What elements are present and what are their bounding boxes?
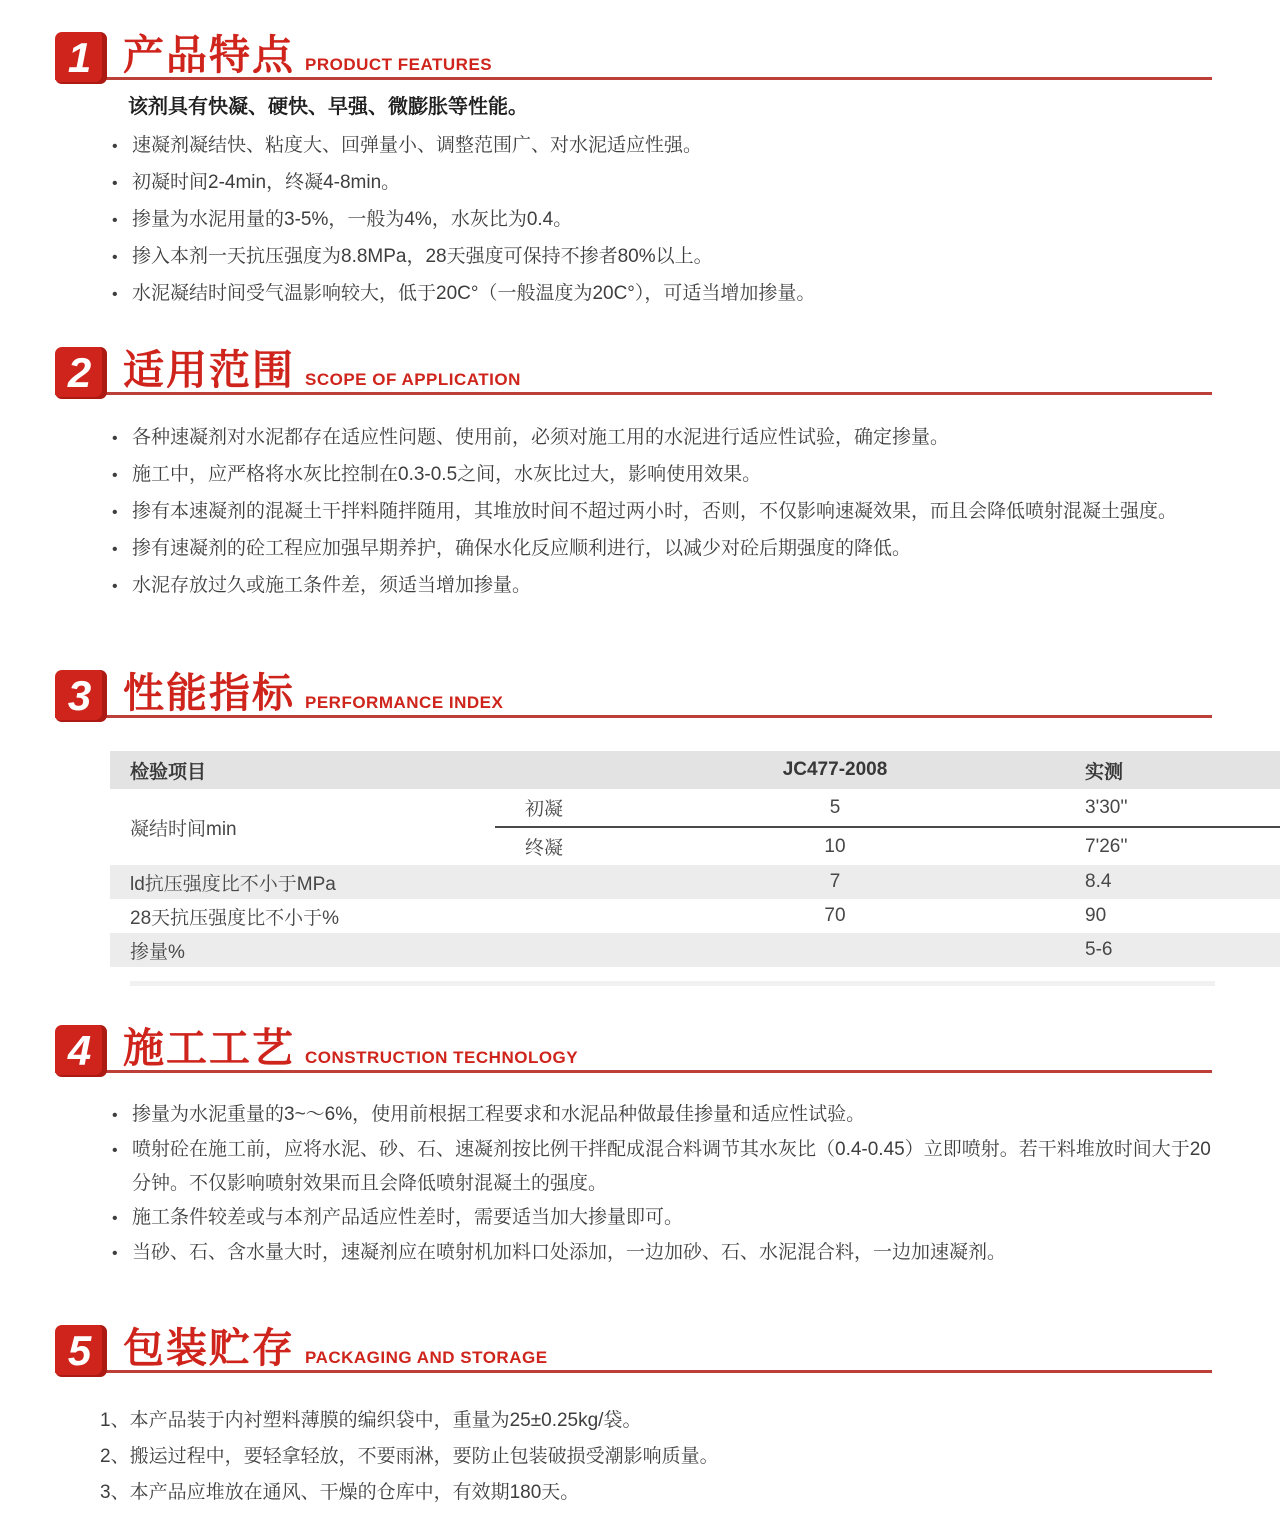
list-item: 2、搬运过程中，要轻拿轻放，不要雨淋，要防止包装破损受潮影响质量。 xyxy=(100,1446,719,1467)
section-number-badge: 2 xyxy=(55,347,107,399)
section-construction-technology xyxy=(0,1018,1280,1271)
section-header xyxy=(55,1318,1212,1373)
list-item: • 掺有速凝剂的砼工程应加强早期养护，确保水化反应顺利进行，以减少对砼后期强度的降低。 xyxy=(112,531,1216,568)
section-scope-of-application xyxy=(0,340,1280,605)
table-cell: 初凝 xyxy=(495,789,690,827)
table-cell: 终凝 xyxy=(495,827,690,865)
table-bottom-divider xyxy=(130,981,1215,986)
bullet-dot-icon xyxy=(112,239,132,276)
performance-table xyxy=(110,751,1280,967)
table-header-cell xyxy=(495,751,690,789)
list-item: • 掺有本速凝剂的混凝土干拌料随拌随用，其堆放时间不超过两小时，否则，不仅影响速凝效果，而且会降低喷射混凝土强度。 xyxy=(112,494,1216,531)
bullet-dot-icon xyxy=(112,494,132,531)
bullet-dot-icon xyxy=(112,1098,132,1133)
bullet-dot-icon xyxy=(112,276,132,313)
list-item: • 水泥凝结时间受气温影响较大，低于20C°（一般温度为20C°），可适当增加掺量。 xyxy=(112,276,1216,313)
bullet-list xyxy=(112,128,1216,313)
section-title-zh: 包装贮存 xyxy=(123,1325,295,1371)
bullet-dot-icon xyxy=(112,165,132,202)
table-row xyxy=(110,865,1280,899)
table-cell: 3'30'' xyxy=(980,789,1280,827)
table-row xyxy=(110,899,1280,933)
bullet-dot-icon xyxy=(112,420,132,457)
section-number-badge: 1 xyxy=(55,32,107,84)
list-item: • 掺量为水泥重量的3~～6%，使用前根据工程要求和水泥品种做最佳掺量和适应性试验。 xyxy=(112,1098,1216,1133)
list-item: • 掺入本剂一天抗压强度为8.8MPa，28天强度可保持不掺者80%以上。 xyxy=(112,239,1216,276)
list-item: • 掺量为水泥用量的3-5%，一般为4%，水灰比为0.4。 xyxy=(112,202,1216,239)
section-number-badge: 5 xyxy=(55,1325,107,1377)
table-cell: 10 xyxy=(690,827,980,865)
table-row xyxy=(110,933,1280,967)
section-title-zh: 适用范围 xyxy=(123,347,295,393)
table-header-cell: JC477-2008 xyxy=(690,751,980,789)
table-cell: 90 xyxy=(980,899,1280,933)
section-number-badge: 3 xyxy=(55,670,107,722)
section-product-features xyxy=(0,25,1280,313)
list-item: • 水泥存放过久或施工条件差，须适当增加掺量。 xyxy=(112,568,1216,605)
table-cell: 7'26'' xyxy=(980,827,1280,865)
table-cell: 5 xyxy=(690,789,980,827)
section-header xyxy=(55,25,1212,80)
table-cell: 8.4 xyxy=(980,865,1280,899)
table-cell: 5-6 xyxy=(980,933,1280,967)
table-header-cell: 实测 xyxy=(980,751,1280,789)
bullet-dot-icon xyxy=(112,531,132,568)
bullet-dot-icon xyxy=(112,1133,132,1201)
bullet-dot-icon xyxy=(112,128,132,165)
section-header xyxy=(55,1018,1212,1073)
bullet-dot-icon xyxy=(112,202,132,239)
section-title-en: PRODUCT FEATURES xyxy=(305,55,493,74)
section-packaging-storage xyxy=(0,1318,1280,1511)
table-cell: 70 xyxy=(690,899,980,933)
section-header xyxy=(55,663,1212,718)
list-item: • 各种速凝剂对水泥都存在适应性问题、使用前，必须对施工用的水泥进行适应性试验，确定掺量。 xyxy=(112,420,1216,457)
bullet-list xyxy=(112,420,1216,605)
section-title-en: SCOPE OF APPLICATION xyxy=(305,370,521,389)
table-cell: 7 xyxy=(690,865,980,899)
bullet-list xyxy=(112,1098,1216,1271)
bullet-dot-icon xyxy=(112,1236,132,1271)
table-cell-label: ld抗压强度比不小于MPa xyxy=(110,865,690,899)
section-title-en: PERFORMANCE INDEX xyxy=(305,693,504,712)
table-cell xyxy=(690,933,980,967)
bullet-dot-icon xyxy=(112,1201,132,1236)
list-item: • 初凝时间2-4min，终凝4-8min。 xyxy=(112,165,1216,202)
section-header xyxy=(55,340,1212,395)
section-intro: 该剂具有快凝、硬快、早强、微膨胀等性能。 xyxy=(128,96,528,118)
bullet-dot-icon xyxy=(112,457,132,494)
section-title-en: CONSTRUCTION TECHNOLOGY xyxy=(305,1048,579,1067)
numbered-list xyxy=(100,1403,1216,1511)
section-number-badge: 4 xyxy=(55,1025,107,1077)
list-item: • 当砂、石、含水量大时，速凝剂应在喷射机加料口处添加，一边加砂、石、水泥混合料，一边加速凝剂。 xyxy=(112,1236,1216,1271)
section-title-zh: 施工工艺 xyxy=(123,1025,295,1071)
section-title-en: PACKAGING AND STORAGE xyxy=(305,1348,548,1367)
list-item: • 喷射砼在施工前，应将水泥、砂、石、速凝剂按比例干拌配成混合料调节其水灰比（0.4-0.45）立即喷射。若干料堆放时间大于20分钟。不仅影响喷射效果而且会降低喷射混凝土的强度。 xyxy=(112,1133,1216,1201)
table-header-cell: 检验项目 xyxy=(110,751,495,789)
list-item: 3、本产品应堆放在通风、干燥的仓库中，有效期180天。 xyxy=(100,1482,580,1503)
bullet-dot-icon xyxy=(112,568,132,605)
section-title-zh: 产品特点 xyxy=(123,32,295,78)
section-title-zh: 性能指标 xyxy=(123,670,295,716)
list-item: • 施工条件较差或与本剂产品适应性差时，需要适当加大掺量即可。 xyxy=(112,1201,1216,1236)
table-cell-label: 掺量% xyxy=(110,933,690,967)
list-item: • 施工中，应严格将水灰比控制在0.3-0.5之间，水灰比过大，影响使用效果。 xyxy=(112,457,1216,494)
list-item: 1、本产品装于内衬塑料薄膜的编织袋中，重量为25±0.25kg/袋。 xyxy=(100,1410,642,1431)
table-cell-group-label: 凝结时间min xyxy=(110,789,495,865)
section-performance-index xyxy=(0,663,1280,986)
list-item: • 速凝剂凝结快、粘度大、回弹量小、调整范围广、对水泥适应性强。 xyxy=(112,128,1216,165)
table-row xyxy=(110,789,1280,827)
table-cell-label: 28天抗压强度比不小于% xyxy=(110,899,690,933)
table-header-row xyxy=(110,751,1280,789)
